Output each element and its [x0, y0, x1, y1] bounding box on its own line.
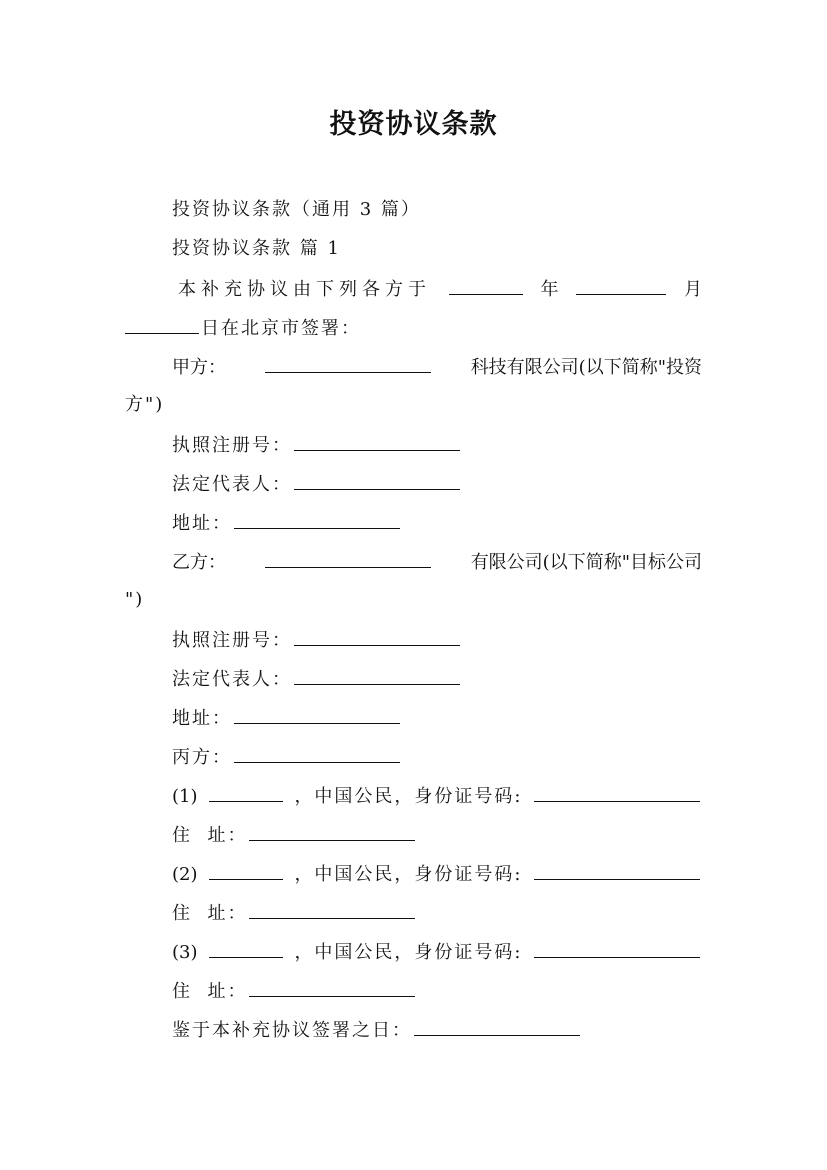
closing-line [172, 1017, 582, 1043]
addr-label: 地址： [172, 708, 232, 729]
party-a-name-blank [265, 354, 431, 373]
closing-blank [414, 1017, 580, 1036]
addr-label: 住 址： [172, 981, 248, 1002]
rep-label: 法定代表人： [172, 474, 292, 495]
party-b-label: 乙方： [172, 552, 226, 573]
party-b-name-blank [265, 549, 431, 568]
party-a-reg [172, 432, 462, 458]
party-b-addr [172, 705, 402, 731]
person-1-num: (1) [172, 786, 198, 807]
addr-blank [234, 510, 400, 529]
party-a-continuation: 方") [125, 394, 165, 415]
person-2-num: (2) [172, 864, 198, 885]
reg-blank [294, 432, 460, 451]
year-label: 年 [540, 279, 559, 300]
section-heading: 投资协议条款 篇 1 [172, 238, 341, 259]
person-1-citizen: ，中国公民，身份证号码: [294, 786, 523, 807]
person-3-name-blank [209, 939, 283, 958]
month-blank [576, 276, 666, 295]
person-3-num: (3) [172, 942, 198, 963]
party-c-line [172, 744, 402, 770]
reg-label: 执照注册号： [172, 435, 292, 456]
person-1-addr [172, 822, 417, 848]
person-3-id-blank [534, 939, 700, 958]
subtitle: 投资协议条款（通用 3 篇） [172, 199, 421, 220]
intro-line-2 [125, 315, 361, 341]
rep-blank [294, 666, 460, 685]
party-b-continuation: ") [125, 589, 145, 610]
person-3-citizen: ，中国公民，身份证号码: [294, 942, 523, 963]
addr-label: 地址： [172, 513, 232, 534]
person-3-addr [172, 978, 417, 1004]
party-a-addr [172, 510, 402, 536]
closing-text: 鉴于本补充协议签署之日： [172, 1020, 412, 1041]
intro-line-1 [178, 276, 702, 302]
party-b-rep [172, 666, 462, 692]
addr-blank [249, 822, 415, 841]
person-1-id-blank [534, 783, 700, 802]
party-c-label: 丙方： [172, 747, 232, 768]
person-2-name-blank [209, 861, 283, 880]
person-2-citizen: ，中国公民，身份证号码: [294, 864, 523, 885]
person-1-name-blank [209, 783, 283, 802]
reg-label: 执照注册号： [172, 630, 292, 651]
day-blank [125, 315, 199, 334]
day-text: 日在北京市签署： [201, 318, 361, 339]
party-a-label: 甲方： [172, 357, 226, 378]
party-a-rep [172, 471, 462, 497]
document-title: 投资协议条款 [329, 109, 498, 140]
year-blank [449, 276, 523, 295]
addr-blank [249, 978, 415, 997]
addr-blank [249, 900, 415, 919]
party-a-suffix: 科技有限公司(以下简称"投资 [470, 357, 702, 378]
person-2-addr [172, 900, 417, 926]
person-1-line [172, 783, 702, 809]
person-2-line [172, 861, 702, 887]
party-c-blank [234, 744, 400, 763]
reg-blank [294, 627, 460, 646]
addr-label: 住 址： [172, 825, 248, 846]
party-b-suffix: 有限公司(以下简称"目标公司 [470, 552, 702, 573]
person-3-line [172, 939, 702, 965]
month-label: 月 [684, 279, 702, 300]
addr-label: 住 址： [172, 903, 248, 924]
party-b-line [172, 549, 702, 575]
rep-blank [294, 471, 460, 490]
party-b-reg [172, 627, 462, 653]
party-a-line [172, 354, 702, 380]
rep-label: 法定代表人： [172, 669, 292, 690]
addr-blank [234, 705, 400, 724]
intro-text: 本补充协议由下列各方于 [178, 279, 431, 300]
person-2-id-blank [534, 861, 700, 880]
